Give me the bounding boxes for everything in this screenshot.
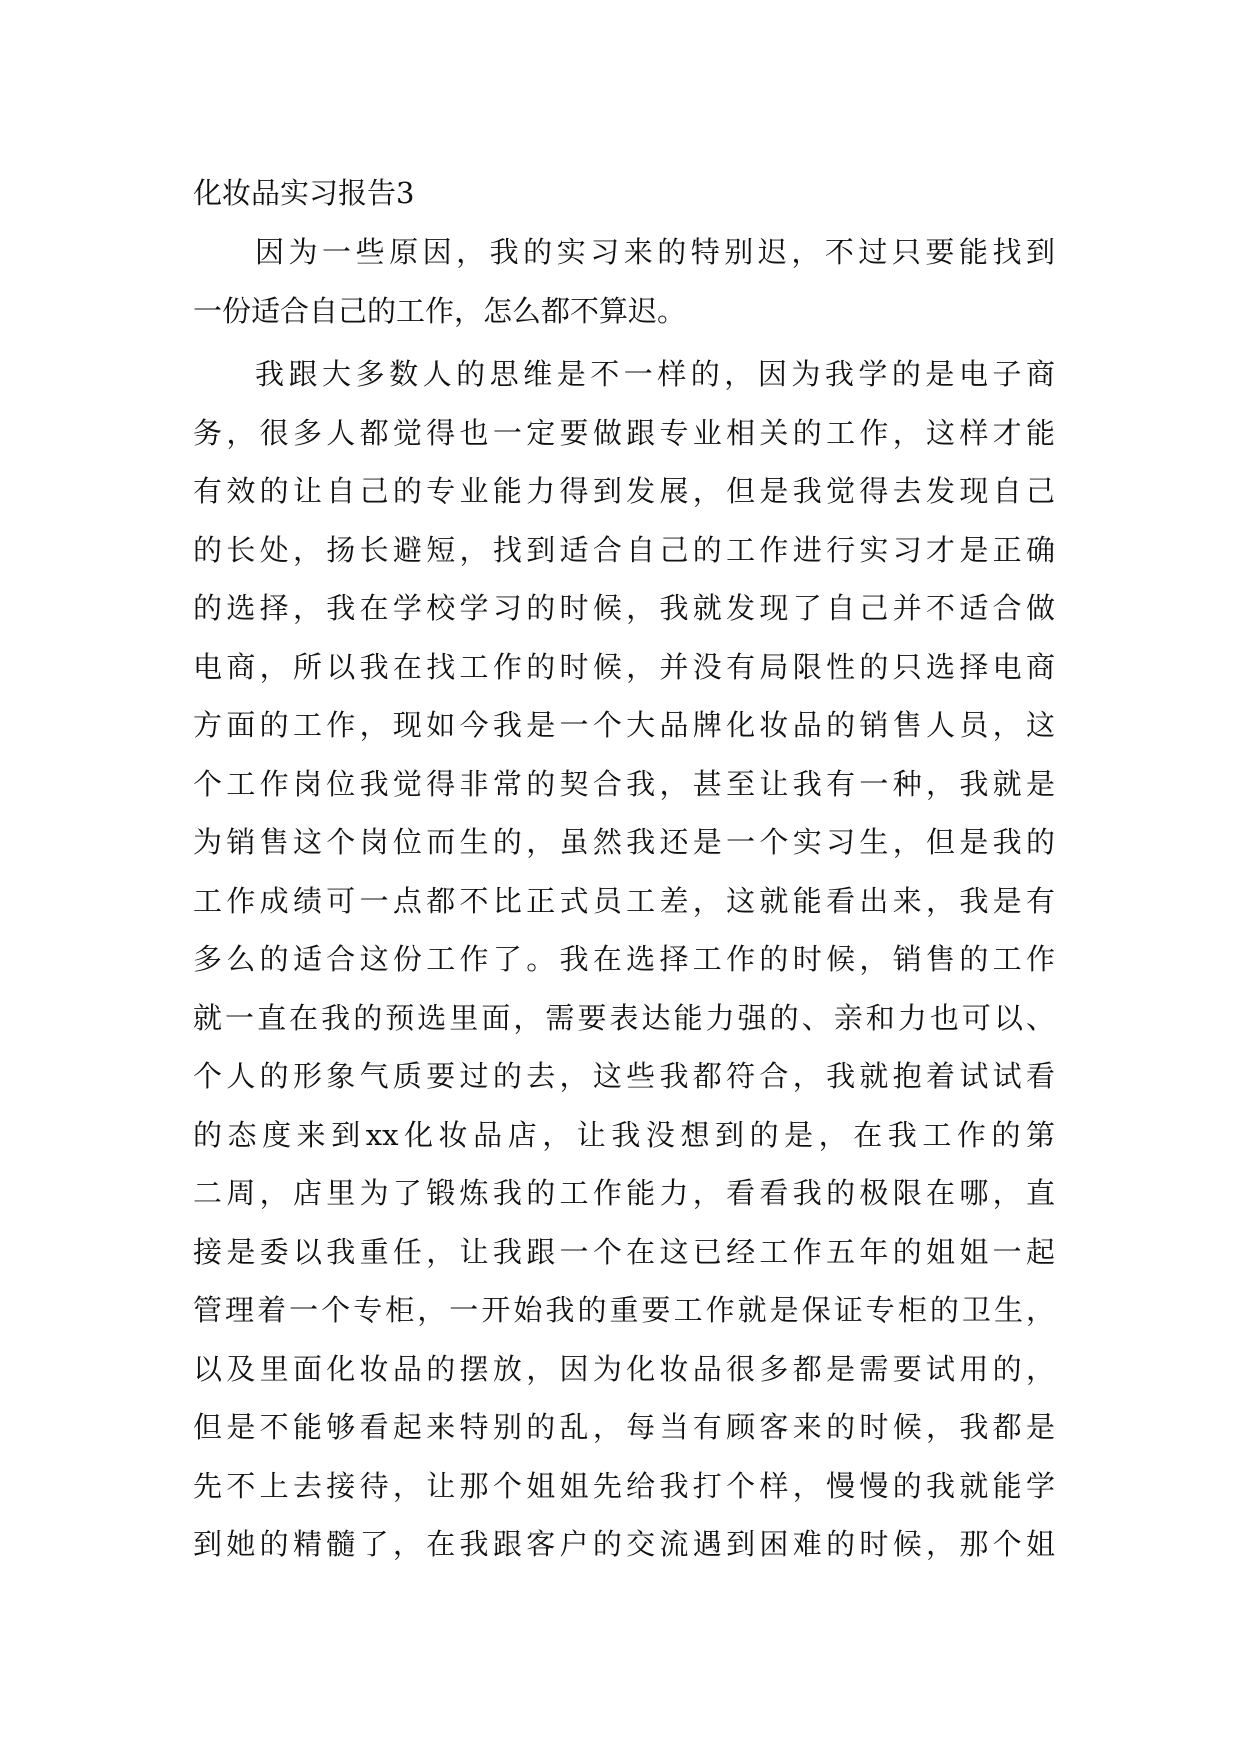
paragraph-line: 的选择，我在学校学习的时候，我就发现了自己并不适合做 — [193, 591, 1055, 625]
paragraph-line: 多么的适合这份工作了。我在选择工作的时候，销售的工作 — [193, 942, 1055, 976]
paragraph-line: 为销售这个岗位而生的，虽然我还是一个实习生，但是我的 — [193, 825, 1055, 859]
paragraph-line: 务，很多人都觉得也一定要做跟专业相关的工作，这样才能 — [193, 415, 1055, 450]
paragraph-line: 以及里面化妆品的摆放，因为化妆品很多都是需要试用的， — [193, 1351, 1055, 1386]
paragraph-line: 管理着一个专柜，一开始我的重要工作就是保证专柜的卫生， — [193, 1293, 1055, 1327]
paragraph-2 — [193, 345, 1055, 1574]
paragraph-line: 先不上去接待，让那个姐姐先给我打个样，慢慢的我就能学 — [193, 1468, 1055, 1503]
paragraph-1 — [193, 223, 1055, 340]
paragraph-line: 个人的形象气质要过的去，这些我都符合，我就抱着试试看 — [193, 1059, 1055, 1093]
paragraph-line: 因为一些原因，我的实习来的特别迟，不过只要能找到 — [255, 235, 1055, 269]
paragraph-line: 接是委以我重任，让我跟一个在这已经工作五年的姐姐一起 — [193, 1234, 1055, 1269]
paragraph-line: 就一直在我的预选里面，需要表达能力强的、亲和力也可以、 — [193, 1000, 1055, 1035]
paragraph-line: 但是不能够看起来特别的乱，每当有顾客来的时候，我都是 — [193, 1410, 1055, 1444]
document-body — [193, 163, 1055, 1574]
paragraph-line: 我跟大多数人的思维是不一样的，因为我学的是电子商 — [255, 357, 1055, 391]
document-title: 化妆品实习报告3 — [193, 176, 415, 210]
paragraph-line: 方面的工作，现如今我是一个大品牌化妆品的销售人员，这 — [193, 708, 1055, 742]
paragraph-line: 有效的让自己的专业能力得到发展，但是我觉得去发现自己 — [193, 474, 1055, 508]
paragraph-line: 电商，所以我在找工作的时候，并没有局限性的只选择电商 — [193, 649, 1055, 684]
paragraph-line: 工作成绩可一点都不比正式员工差，这就能看出来，我是有 — [193, 883, 1055, 918]
paragraph-line: 二周，店里为了锻炼我的工作能力，看看我的极限在哪，直 — [193, 1176, 1055, 1210]
paragraph-line: 个工作岗位我觉得非常的契合我，甚至让我有一种，我就是 — [193, 766, 1055, 801]
paragraph-line: 一份适合自己的工作，怎么都不算迟。 — [193, 293, 687, 328]
paragraph-line: 到她的精髓了，在我跟客户的交流遇到困难的时候，那个姐 — [193, 1527, 1055, 1561]
paragraph-line: 的长处，扬长避短，找到适合自己的工作进行实习才是正确 — [193, 532, 1055, 567]
paragraph-line: 的态度来到xx化妆品店，让我没想到的是，在我工作的第 — [193, 1117, 1055, 1152]
